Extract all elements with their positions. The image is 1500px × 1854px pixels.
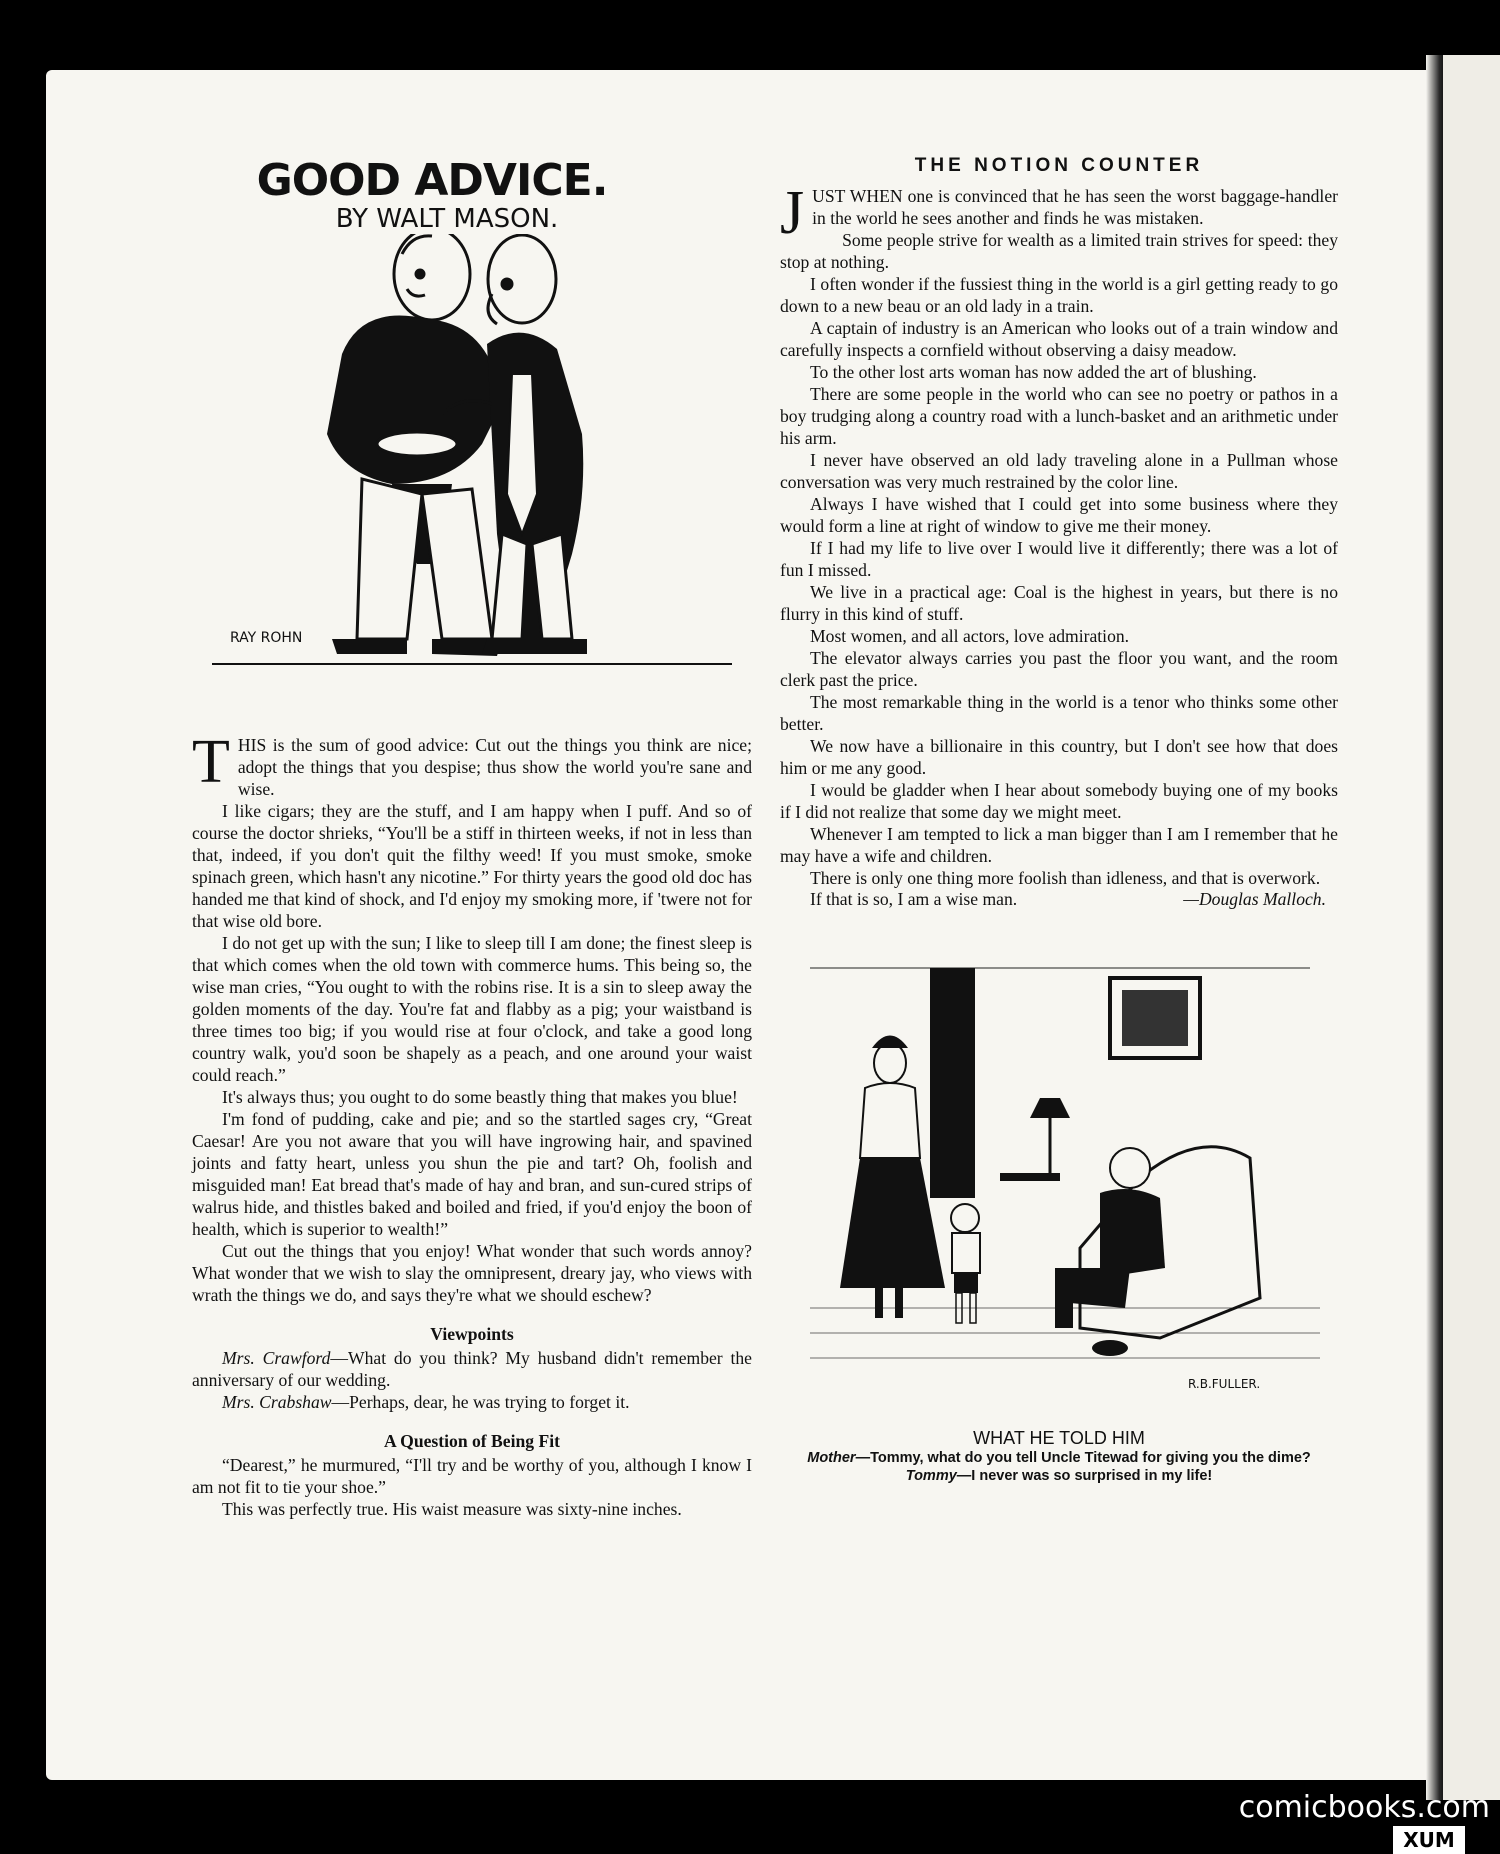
poem-paragraph-3: I do not get up with the sun; I like to sleep till I am done; the finest sleep is that which comes when the old town with commerce hums. This being so, the wise man cries, “You ought to with the robins rise. It is a sin to sleep away the golden moments of the day. You're fat and flabby as a pig; your waistband is three times too big; if you would rise at four o'clock, and take a good long country walk, you'd soon be shapely as a peach, and one around your waist could reach.” (192, 933, 752, 1085)
notion-item: Whenever I am tempted to lick a man bigger than I am I remember that he may have a wife and children. (780, 824, 1338, 866)
cartoon-artist-signature: RAY ROHN (230, 630, 303, 646)
notion-item: A captain of industry is an American who looks out of a train window and carefully inspects a cornfield without observing a daisy meadow. (780, 318, 1338, 360)
notion-item: We live in a practical age: Coal is the highest in years, but there is no flurry in this kind of stuff. (780, 582, 1338, 624)
notion-item: If I had my life to live over I would live it differently; there was a lot of fun I missed. (780, 538, 1338, 580)
site-watermark: comicbooks.com (1238, 1790, 1490, 1825)
notion-item: Some people strive for wealth as a limited train strives for speed: they stop at nothing. (780, 230, 1338, 272)
notion-item: The most remarkable thing in the world is a tenor who thinks some other better. (780, 692, 1338, 734)
viewpoints-heading: Viewpoints (430, 1324, 514, 1344)
fit-heading: A Question of Being Fit (384, 1431, 560, 1451)
poem-paragraph-2: I like cigars; they are the stuff, and I am happy when I puff. And so of course the doctor shrieks, “You'll be a stiff in thirteen weeks, if not in less than that, indeed, if you don't quit the filthy weed! If you must smoke, smoke spinach green, which hasn't any nicotine.” For thirty years the good old doc has handed me that kind of shock, and I'd enjoy my smoking more, if 'twere not for that wise old bore. (192, 801, 752, 931)
notion-item: I often wonder if the fussiest thing in the world is a girl getting ready to go down to a new beau or an old lady in a train. (780, 274, 1338, 316)
right-column (780, 155, 1338, 1485)
notion-item: There is only one thing more foolish than idleness, and that is overwork. (810, 868, 1321, 888)
poem-paragraph-5: I'm fond of pudding, cake and pie; and so the startled sages cry, “Great Caesar! Are you not aware that you will have ingrowing hair, and spavined joints and fatty heart, unless you shun the pie and tart? Oh, foolish and misguided man! Eat bread that's made of hay and bran, and sun-cured strips of walrus hide, and thistles baked and boiled and fried, if you'd enjoy the boon of health, which is superior to wealth!” (192, 1109, 752, 1239)
poem-paragraph-1: THIS is the sum of good advice: Cut out the things you think are nice; adopt the things that you despise; thus show the world you're sane and wise. (192, 728, 752, 799)
notion-counter-heading: THE NOTION COUNTER (914, 155, 1204, 176)
notion-item: We now have a billionaire in this country, but I don't see how that does him or me any good. (780, 736, 1338, 778)
poem-paragraph-6: Cut out the things that you enjoy! What wonder that such words annoy? What wonder that we wish to slay the omnipresent, dreary jay, who views with wrath the things we do, and says they're what we should eschew? (192, 1241, 752, 1305)
article-byline: BY WALT MASON. (335, 204, 559, 234)
illustration-caption: Mother—Tommy, what do you tell Uncle Titewad for giving you the dime? Tommy—I never was so surprised in my life! (807, 1450, 1311, 1484)
dropcap-j: J (780, 179, 805, 247)
two-men-illustration (192, 234, 752, 734)
next-page-edge (1443, 55, 1500, 1800)
author-signature: —Douglas Malloch. (1183, 889, 1326, 909)
good-advice-cartoon (192, 234, 752, 734)
watermark-badge: XUM (1393, 1826, 1465, 1854)
article-title: GOOD ADVICE. (256, 155, 608, 206)
left-column (192, 155, 752, 1520)
what-he-told-him-illustration (780, 948, 1338, 1418)
viewpoint-1: Mrs. Crawford—What do you think? My husband didn't remember the anniversary of our wedding. (192, 1348, 752, 1390)
dropcap-t: T (192, 728, 230, 796)
notion-signoff: If that is so, I am a wise man. —Douglas Malloch. (780, 889, 1338, 910)
notion-paragraph-1: JUST WHEN one is convinced that he has seen the worst baggage-handler in the world he sees another and finds he was mistaken. (780, 179, 1338, 247)
fit-paragraph-2: This was perfectly true. His waist measure was sixty-nine inches. (222, 1499, 682, 1519)
illustration-signature: R.B.FULLER. (1188, 1377, 1261, 1391)
notion-item: I never have observed an old lady traveling alone in a Pullman whose conversation was very much restrained by the color line. (780, 450, 1338, 492)
notion-items (780, 229, 1338, 889)
illustration-caption-title: WHAT HE TOLD HIM (973, 1428, 1145, 1448)
notion-item: The elevator always carries you past the floor you want, and the room clerk past the price. (780, 648, 1338, 690)
notion-item: There are some people in the world who can see no poetry or pathos in a boy trudging along a country road with a lunch-basket and an arithmetic under his arm. (780, 384, 1338, 448)
family-scene-illustration (780, 948, 1338, 1418)
notion-item: I would be gladder when I hear about somebody buying one of my books if I did not realize that some day we might meet. (780, 780, 1338, 822)
viewpoint-2: Mrs. Crabshaw—Perhaps, dear, he was trying to forget it. (222, 1392, 630, 1412)
notion-item: Most women, and all actors, love admiration. (810, 626, 1130, 646)
poem-paragraph-4: It's always thus; you ought to do some beastly thing that makes you blue! (222, 1087, 738, 1107)
notion-item: Always I have wished that I could get into some business where they would form a line at right of window to give me their money. (780, 494, 1338, 536)
fit-paragraph-1: “Dearest,” he murmured, “I'll try and be worthy of you, although I know I am not fit to tie your shoe.” (192, 1455, 752, 1497)
notion-item: To the other lost arts woman has now added the art of blushing. (810, 362, 1257, 382)
